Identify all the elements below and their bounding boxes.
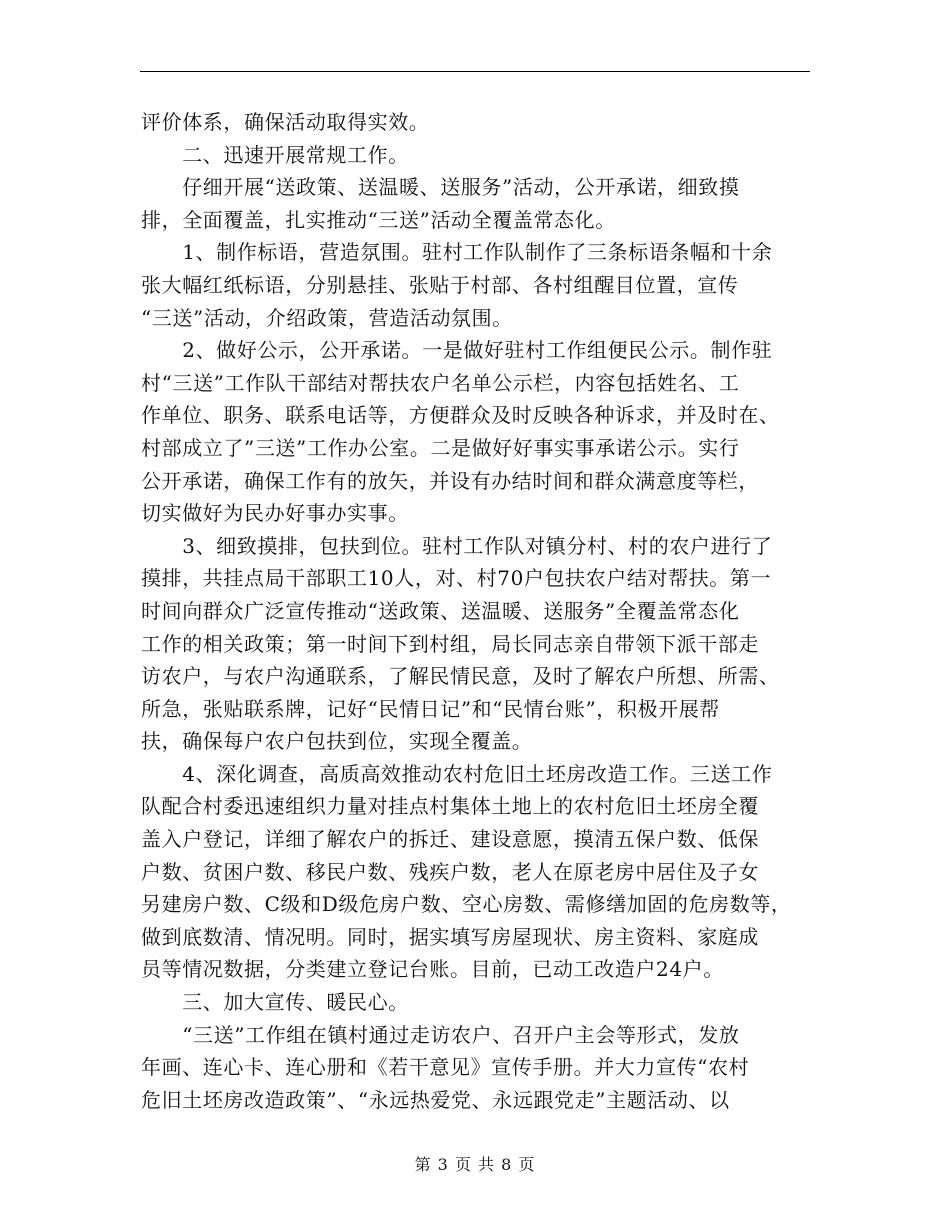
document-body — [141, 106, 821, 1116]
text-line: 做到底数清、情况明。同时，据实填写房屋现状、房主资料、家庭成 — [141, 924, 759, 949]
text-line: 二、迅速开展常规工作。 — [141, 142, 409, 167]
text-line: 队配合村委迅速组织力量对挂点村集体土地上的农村危旧土坯房全覆 — [141, 794, 759, 819]
text-line: 三、加大宣传、暖民心。 — [141, 990, 409, 1015]
text-line: 村“三送”工作队干部结对帮扶农户名单公示栏，内容包括姓名、工 — [141, 370, 740, 395]
text-line: 摸排，共挂点局干部职工10人，对、村70户包扶农户结对帮扶。第一 — [141, 566, 772, 591]
text-line: “三送”活动，介绍政策，营造活动氛围。 — [141, 305, 513, 330]
text-line: 张大幅红纸标语，分别悬挂、张贴于村部、各村组醒目位置，宣传 — [141, 272, 739, 297]
text-line: 4、深化调查，高质高效推动农村危旧土坯房改造工作。三送工作 — [141, 761, 773, 786]
text-line: 时间向群众广泛宣传推动“送政策、送温暖、送服务”全覆盖常态化 — [141, 598, 740, 623]
text-line: 2、做好公示，公开承诺。一是做好驻村工作组便民公示。制作驻 — [141, 338, 773, 363]
text-line: 1、制作标语，营造氛围。驻村工作队制作了三条标语条幅和十余 — [141, 240, 773, 265]
text-line: 员等情况数据，分类建立登记台账。目前，已动工改造户24户。 — [141, 957, 724, 982]
text-line: 另建房户数、C级和D级危房户数、空心房数、需修缮加固的危房数等， — [141, 892, 792, 917]
page-footer: 第 3 页 共 8 页 — [414, 1155, 536, 1174]
text-line: 公开承诺，确保工作有的放矢，并设有办结时间和群众满意度等栏， — [141, 468, 759, 493]
text-line: 作单位、职务、联系电话等，方便群众及时反映各种诉求，并及时在、 — [141, 403, 780, 428]
text-line: 户数、贫困户数、移民户数、残疾户数，老人在原老房中居住及子女 — [141, 859, 759, 884]
text-line: 所急，张贴联系牌，记好“民情日记”和“民情台账”，积极开展帮 — [141, 696, 720, 721]
text-line: 访农户，与农户沟通联系，了解民情民意，及时了解农户所想、所需、 — [141, 664, 780, 689]
text-line: 扶，确保每户农户包扶到位，实现全覆盖。 — [141, 729, 533, 754]
text-line: 排，全面覆盖，扎实推动“三送”活动全覆盖常态化。 — [141, 207, 616, 232]
text-line: 3、细致摸排，包扶到位。驻村工作队对镇分村、村的农户进行了 — [141, 533, 773, 558]
text-line: 工作的相关政策；第一时间下到村组，局长同志亲自带领下派干部走 — [141, 631, 759, 656]
text-line: 盖入户登记，详细了解农户的拆迁、建设意愿，摸清五保户数、低保 — [141, 827, 759, 852]
header-rule — [140, 71, 810, 72]
text-line: 切实做好为民办好事办实事。 — [141, 501, 409, 526]
text-line: 评价体系，确保活动取得实效。 — [141, 110, 430, 134]
text-line: 危旧土坯房改造政策”、“永远热爱党、永远跟党走”主题活动、以 — [141, 1087, 730, 1112]
text-line: 仔细开展“送政策、送温暖、送服务”活动，公开承诺，细致摸 — [141, 175, 740, 200]
text-line: 年画、连心卡、连心册和《若干意见》宣传手册。并大力宣传“农村 — [141, 1055, 750, 1080]
text-line: “三送”工作组在镇村通过走访农户、召开户主会等形式，发放 — [141, 1022, 740, 1047]
text-line: 村部成立了”三送”工作办公室。二是做好好事实事承诺公示。实行 — [141, 435, 740, 460]
